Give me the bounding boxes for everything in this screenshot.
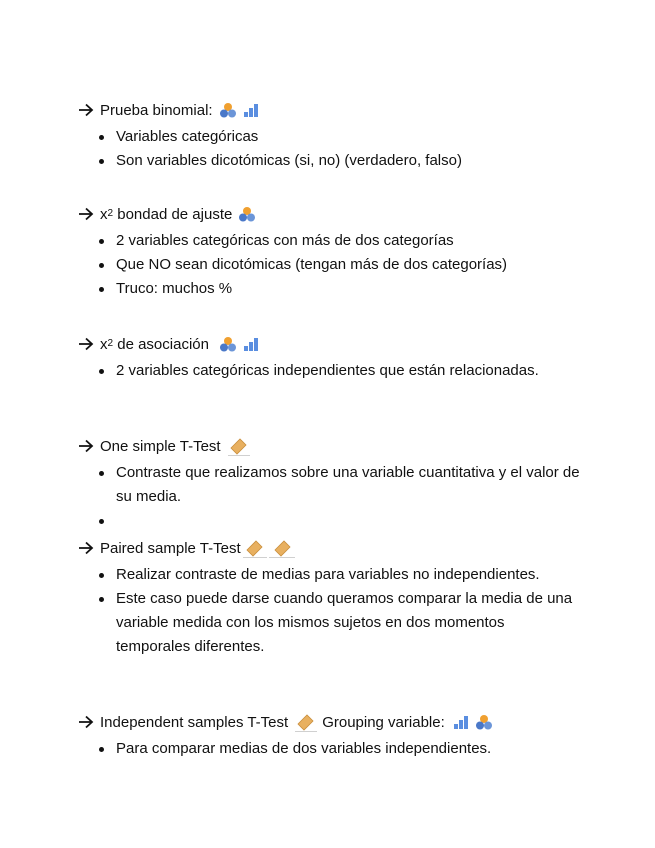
section-heading: x 2 de asociación	[78, 333, 638, 355]
scale-icon	[227, 436, 251, 456]
scale-icon	[269, 538, 295, 558]
section-heading	[78, 711, 638, 733]
list-item	[78, 509, 586, 533]
bullet-list	[78, 229, 638, 301]
list-item: Contraste que realizamos sobre una variable cuantitativa y el valor de su media.	[78, 461, 586, 509]
section-title: Prueba binomial:	[100, 101, 213, 119]
list-item: Para comparar medias de dos variables independientes.	[78, 737, 596, 761]
arrow-right-icon	[78, 715, 94, 729]
arrow-right-icon	[78, 207, 94, 221]
list-item: Son variables dicotómicas (si, no) (verdadero, falso)	[78, 149, 586, 173]
section-one-sample-t-test	[78, 435, 638, 533]
bullet-list	[78, 359, 638, 383]
nominal-icon	[238, 206, 256, 223]
nominal-icon	[475, 714, 493, 731]
title-prefix: x	[100, 205, 108, 223]
section-heading	[78, 537, 638, 559]
bullet-list	[78, 563, 638, 659]
section-chi-square-association	[78, 333, 638, 383]
title-prefix: x	[100, 335, 108, 353]
list-item: Variables categóricas	[78, 125, 586, 149]
bullet-list	[78, 125, 638, 173]
ordinal-icon	[453, 715, 469, 730]
section-independent-t-test	[78, 711, 638, 761]
section-binomial	[78, 99, 638, 173]
list-item: Que NO sean dicotómicas (tengan más de dos categorías)	[78, 253, 596, 277]
arrow-right-icon	[78, 541, 94, 555]
section-heading	[78, 99, 638, 121]
section-title: bondad de ajuste	[113, 205, 233, 223]
grouping-variable-label: Grouping variable:	[322, 713, 445, 731]
section-title: One simple T-Test	[100, 437, 221, 455]
list-item: Este caso puede darse cuando queramos comparar la media de una variable medida con los mismos sujetos en dos momentos temporales diferentes.	[78, 587, 576, 659]
list-item: Realizar contraste de medias para variables no independientes.	[78, 563, 546, 587]
ordinal-icon	[243, 103, 259, 118]
section-paired-t-test	[78, 537, 638, 659]
section-title: Paired sample T-Test	[100, 539, 241, 557]
arrow-right-icon	[78, 103, 94, 117]
section-title: Independent samples T-Test	[100, 713, 289, 731]
bullet-list	[78, 737, 638, 761]
list-item: 2 variables categóricas con más de dos categorías	[78, 229, 586, 253]
list-item: 2 variables categóricas independientes que están relacionadas.	[78, 359, 546, 383]
nominal-icon	[219, 336, 237, 353]
nominal-icon	[219, 102, 237, 119]
section-title: de asociación	[113, 335, 209, 353]
section-heading: x 2 bondad de ajuste	[78, 203, 638, 225]
arrow-right-icon	[78, 337, 94, 351]
list-item: Truco: muchos %	[78, 277, 586, 301]
arrow-right-icon	[78, 439, 94, 453]
section-heading	[78, 435, 638, 457]
scale-icon	[294, 712, 318, 732]
scale-icon	[243, 538, 267, 558]
bullet-list	[78, 461, 638, 533]
section-chi-square-goodness	[78, 203, 638, 301]
ordinal-icon	[243, 337, 259, 352]
